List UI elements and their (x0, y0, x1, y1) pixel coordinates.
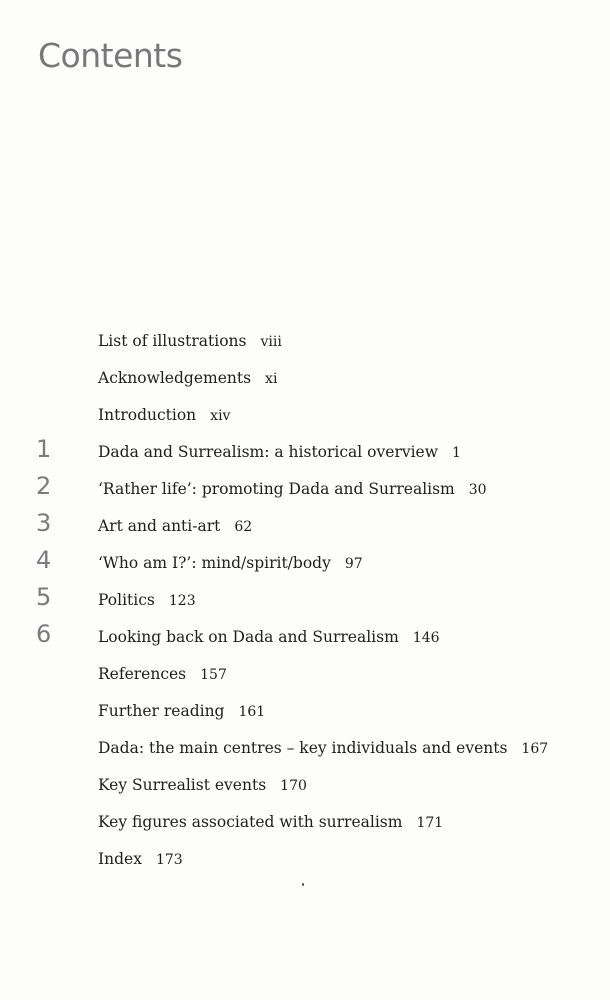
entry-label: Introduction (98, 406, 197, 424)
toc-entry (0, 807, 610, 844)
entry-label: ‘Rather life’: promoting Dada and Surrealism (98, 480, 455, 498)
entry-label: Looking back on Dada and Surrealism (98, 628, 399, 646)
entry-label: Acknowledgements (98, 369, 252, 387)
toc-entry (0, 585, 610, 622)
toc-entry (0, 326, 610, 363)
entry-label: Politics (98, 591, 155, 609)
entry-label: Index (98, 850, 142, 868)
entry-title (98, 591, 196, 609)
entry-title (98, 443, 461, 461)
page-number: 123 (168, 593, 196, 609)
toc-entry (0, 511, 610, 548)
chapter-number: 3 (36, 509, 52, 537)
page-number: 157 (200, 667, 227, 683)
chapter-number: 2 (36, 472, 52, 500)
page-number: 173 (155, 852, 183, 868)
page-number: xiv (210, 408, 231, 424)
chapter-number: 6 (36, 620, 52, 648)
entry-title (98, 665, 227, 683)
page-number: 1 (452, 445, 461, 461)
entry-title (98, 813, 443, 831)
chapter-number: 1 (36, 435, 52, 463)
entry-label: List of illustrations (98, 332, 247, 350)
toc-entry (0, 733, 610, 770)
page-number: viii (260, 334, 282, 350)
toc-entry (0, 400, 610, 437)
chapter-number: 4 (36, 546, 52, 574)
entry-label: ‘Who am I?’: mind/spirit/body (98, 554, 331, 572)
entry-title (98, 406, 230, 424)
page-number: 97 (344, 556, 363, 572)
entry-label: Key figures associated with surrealism (98, 813, 403, 831)
entry-title (98, 776, 307, 794)
entry-label: References (98, 665, 187, 683)
toc-entry (0, 363, 610, 400)
page-number: 167 (521, 741, 549, 757)
paper-speck (302, 883, 304, 886)
toc-entry (0, 844, 610, 881)
page-number: 146 (412, 630, 440, 646)
chapter-number: 5 (36, 583, 52, 611)
entry-title (98, 332, 282, 350)
toc-entry (0, 474, 610, 511)
toc-entry (0, 696, 610, 733)
page-number: 170 (280, 778, 307, 794)
page-number: 30 (468, 482, 487, 498)
entry-label: Dada: the main centres – key individuals and events (98, 739, 508, 757)
entry-title (98, 480, 487, 498)
table-of-contents (0, 326, 610, 881)
entry-label: Art and anti-art (98, 517, 221, 535)
entry-label: Further reading (98, 702, 225, 720)
entry-label: Key Surrealist events (98, 776, 267, 794)
entry-title (98, 369, 277, 387)
entry-title (98, 739, 548, 757)
entry-title (98, 628, 440, 646)
toc-entry (0, 770, 610, 807)
toc-entry (0, 622, 610, 659)
page-number: 171 (416, 815, 444, 831)
page-number: xi (265, 371, 278, 387)
toc-entry (0, 548, 610, 585)
page-number: 62 (234, 519, 253, 535)
toc-entry (0, 659, 610, 696)
entry-title (98, 702, 265, 720)
toc-entry (0, 437, 610, 474)
entry-label: Dada and Surrealism: a historical overview (98, 443, 439, 461)
entry-title (98, 517, 252, 535)
entry-title (98, 554, 363, 572)
page-title: Contents (38, 36, 183, 75)
entry-title (98, 850, 183, 868)
page-number: 161 (238, 704, 266, 720)
